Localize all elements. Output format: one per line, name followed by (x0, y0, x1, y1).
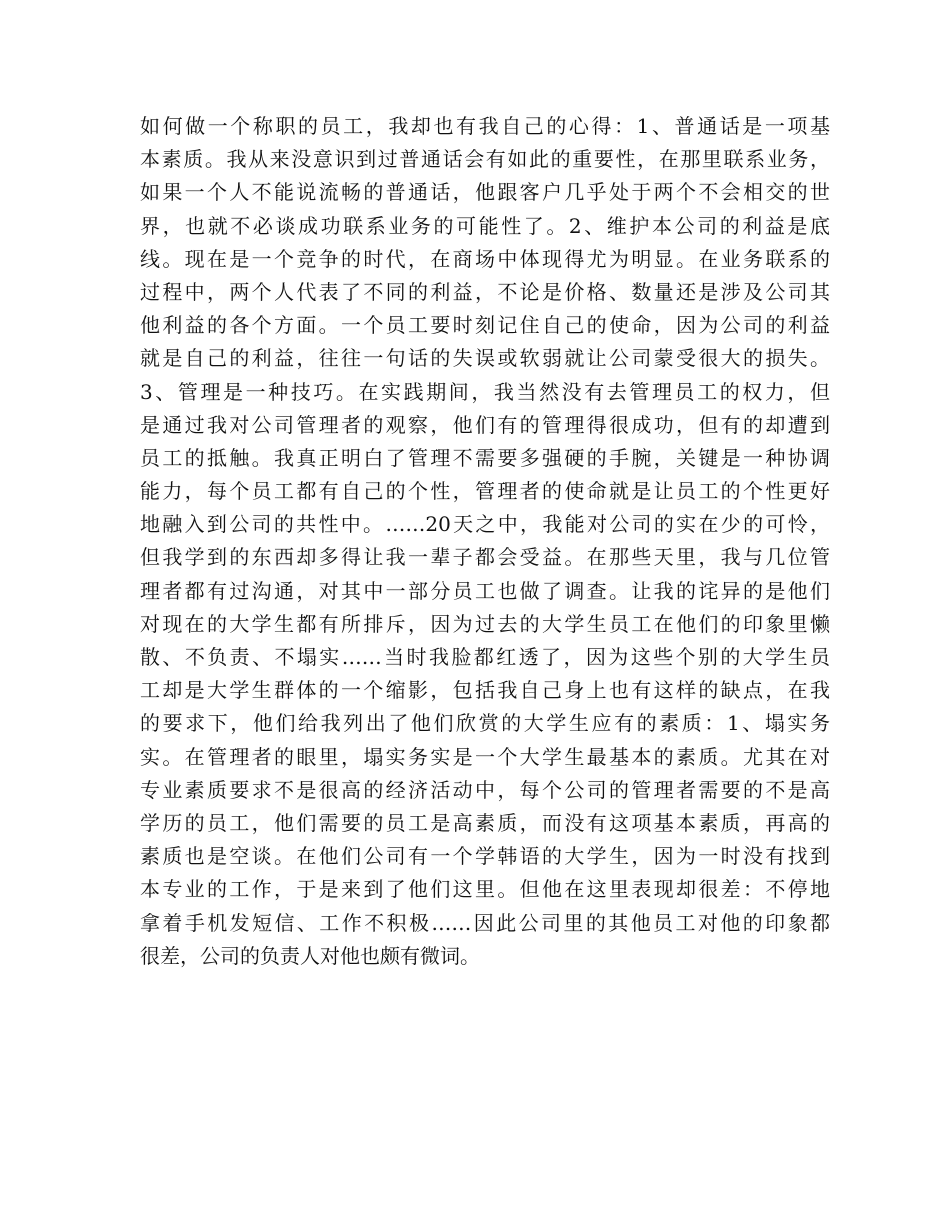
text-line: 过程中，两个人代表了不同的利益，不论是价格、数量还是涉及公司其 (140, 279, 830, 304)
text-line: 如何做一个称职的员工，我却也有我自己的心得：1、普通话是一项基 (140, 114, 830, 138)
text-line: 的要求下，他们给我列出了他们欣赏的大学生应有的素质：1、塌实务 (140, 711, 830, 736)
text-line: 地融入到公司的共性中。……20天之中，我能对公司的实在少的可怜， (140, 512, 830, 537)
text-line: 理者都有过沟通，对其中一部分员工也做了调查。让我的诧异的是他们 (140, 578, 830, 603)
text-line: 很差，公司的负责人对他也颇有微词。 (140, 943, 480, 968)
text-line: 本专业的工作，于是来到了他们这里。但他在这里表现却很差：不停地 (140, 877, 830, 902)
text-line: 如果一个人不能说流畅的普通话，他跟客户几乎处于两个不会相交的世 (140, 180, 830, 205)
text-line: 能力，每个员工都有自己的个性，管理者的使命就是让员工的个性更好 (140, 479, 830, 504)
text-line: 散、不负责、不塌实……当时我脸都红透了，因为这些个别的大学生员 (140, 645, 830, 669)
text-line: 专业素质要求不是很高的经济活动中，每个公司的管理者需要的不是高 (140, 777, 830, 802)
text-line: 工却是大学生群体的一个缩影，包括我自己身上也有这样的缺点，在我 (140, 678, 830, 703)
text-line: 素质也是空谈。在他们公司有一个学韩语的大学生，因为一时没有找到 (140, 844, 830, 869)
text-line: 是通过我对公司管理者的观察，他们有的管理得很成功，但有的却遭到 (140, 412, 830, 437)
text-line: 学历的员工，他们需要的员工是高素质，而没有这项基本素质，再高的 (140, 810, 830, 835)
text-line: 对现在的大学生都有所排斥，因为过去的大学生员工在他们的印象里懒 (140, 611, 830, 636)
text-line: 但我学到的东西却多得让我一辈子都会受益。在那些天里，我与几位管 (140, 545, 830, 570)
text-line: 就是自己的利益，往往一句话的失误或软弱就让公司蒙受很大的损失。 (140, 346, 830, 371)
text-line: 员工的抵触。我真正明白了管理不需要多强硬的手腕，关键是一种协调 (140, 445, 830, 470)
text-line: 本素质。我从来没意识到过普通话会有如此的重要性，在那里联系业务， (140, 147, 830, 172)
body-text (140, 110, 830, 973)
text-line: 实。在管理者的眼里，塌实务实是一个大学生最基本的素质。尤其在对 (140, 744, 830, 769)
text-line: 拿着手机发短信、工作不积极……因此公司里的其他员工对他的印象都 (140, 910, 830, 935)
text-line: 他利益的各个方面。一个员工要时刻记住自己的使命，因为公司的利益 (140, 313, 830, 338)
text-line: 界，也就不必谈成功联系业务的可能性了。2、维护本公司的利益是底 (140, 213, 830, 238)
text-line: 3、管理是一种技巧。在实践期间，我当然没有去管理员工的权力，但 (140, 379, 830, 404)
text-line: 线。现在是一个竞争的时代，在商场中体现得尤为明显。在业务联系的 (140, 246, 830, 271)
